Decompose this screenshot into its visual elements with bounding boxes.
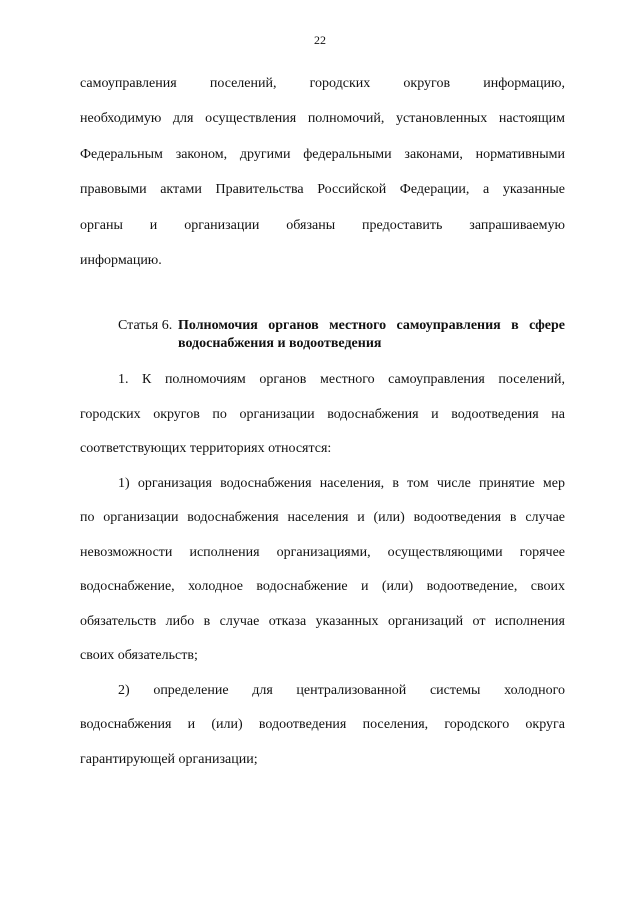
paragraph-line: 1. К полномочиям органов местного самоуправления поселений, [118,372,565,387]
paragraph-line: Федеральным законом, другими федеральными законами, нормативными [80,146,565,162]
article-title [178,317,565,353]
paragraph-line: городских округов по организации водоснабжения и водоотведения на [80,406,565,422]
paragraph-line: гарантирующей организации; [80,751,258,767]
paragraph-line: по организации водоснабжения населения и (или) водоотведения в случае [80,510,565,525]
paragraph-line: 1) организация водоснабжения населения, в том числе принятие мер [118,475,565,491]
paragraph-line: необходимую для осуществления полномочий, установленных настоящим [80,111,565,127]
clause-paragraph [80,674,565,778]
article-title-line: Полномочия органов местного самоуправления в сфере [178,318,565,333]
paragraph-line: самоуправления поселений, городских округов информацию, [80,76,565,91]
paragraph-line: своих обязательств; [80,648,198,663]
article-label: Статья 6. [118,318,173,333]
clause-paragraph [80,363,565,467]
paragraph-line: правовыми актами Правительства Российской Федерации, а указанные [80,182,565,198]
paragraph-line: органы и организации обязаны предоставить запрашиваемую [80,217,565,233]
paragraph-line: 2) определение для централизованной системы холодного [118,682,565,698]
paragraph-line: соответствующих территориях относятся: [80,441,332,456]
article-title-line: водоснабжения и водоотведения [178,336,382,351]
clause-paragraph [80,467,565,674]
paragraph-line: обязательств либо в случае отказа указанных организаций от исполнения [80,613,565,629]
paragraph-line: информацию. [80,252,162,268]
paragraph-line: водоснабжения и (или) водоотведения поселения, городского округа [80,717,565,732]
article-body [80,363,565,777]
paragraph-line: водоснабжение, холодное водоснабжение и (или) водоотведение, своих [80,579,565,594]
intro-paragraph [80,66,565,278]
page-number: 22 [314,33,326,47]
article-heading [118,317,565,353]
paragraph-line: невозможности исполнения организациями, осуществляющими горячее [80,544,565,560]
